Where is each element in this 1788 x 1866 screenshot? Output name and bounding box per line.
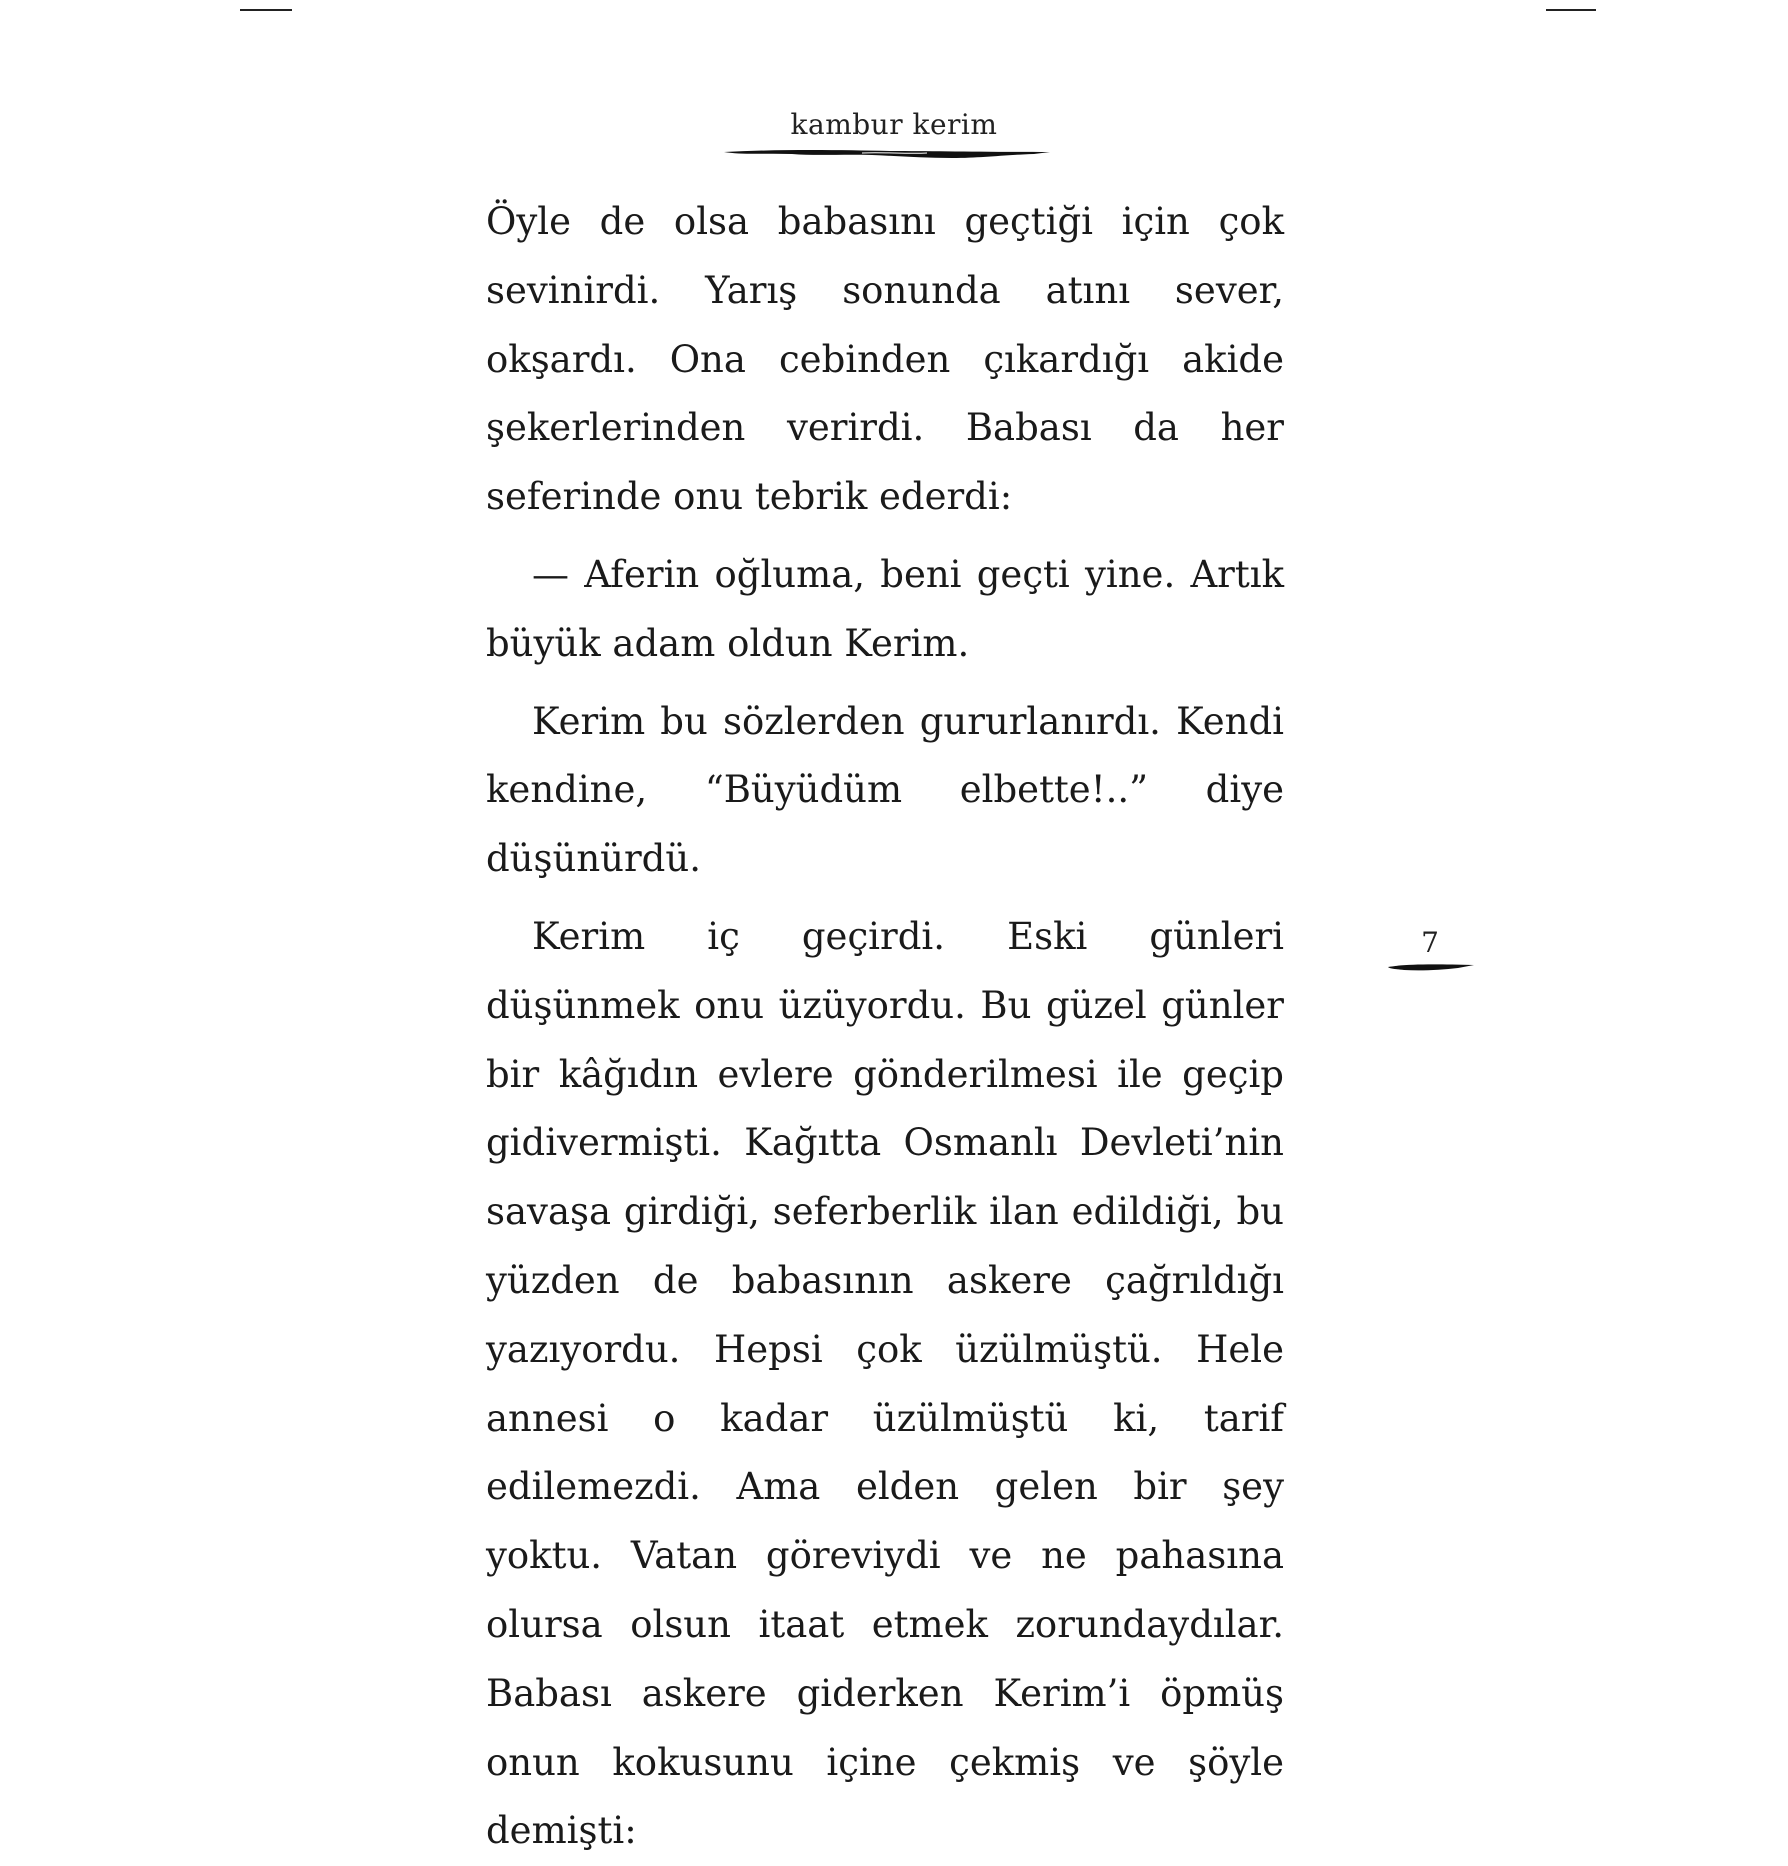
paragraph-2-dialogue: — Aferin oğluma, beni geçti yine. Artık büyük adam oldun Kerim. [486, 552, 1284, 665]
crop-mark-right [1546, 9, 1596, 11]
page-number: 7 [1421, 926, 1439, 959]
paragraph-3: Kerim bu sözlerden gururlanırdı. Kendi kendine, “Büyüdüm elbette!..” diye düşünürdü. [486, 699, 1284, 881]
paragraph-1: Öyle de olsa babasını geçtiği için çok sevinirdi. Yarış sonunda atını sever, okşardı. Ona cebinden çıkardığı akide şekerlerinden verirdi. Babası da her seferinde onu tebrik ederdi: [486, 200, 1284, 519]
crop-mark-left [240, 9, 292, 11]
paragraph-4: Kerim iç geçirdi. Eski günleri düşünmek onu üzüyordu. Bu güzel günler bir kâğıdın evlere gönderilmesi ile geçip gidivermişti. Kağıtta Osmanlı Devleti’nin savaşa girdiği, seferberlik ilan edildiği, bu yüzden de babasının askere çağrıldığı yazıyordu. Hepsi çok üzülmüştü. Hele annesi o kadar üzülmüştü ki, tarif edilemezdi. Ama elden gelen bir şey yoktu. Vatan göreviydi ve ne pahasına olursa olsun itaat etmek zorundaydılar. Babası askere giderken Kerim’i öpmüş onun kokusunu içine çekmiş ve şöyle demişti: [486, 914, 1284, 1853]
book-title: kambur kerim [790, 108, 998, 141]
folio-brush-ornament [1386, 960, 1476, 974]
running-head [0, 108, 1788, 141]
folio [1378, 926, 1474, 959]
header-brush-ornament [722, 146, 1052, 162]
body-text [486, 188, 1284, 1866]
